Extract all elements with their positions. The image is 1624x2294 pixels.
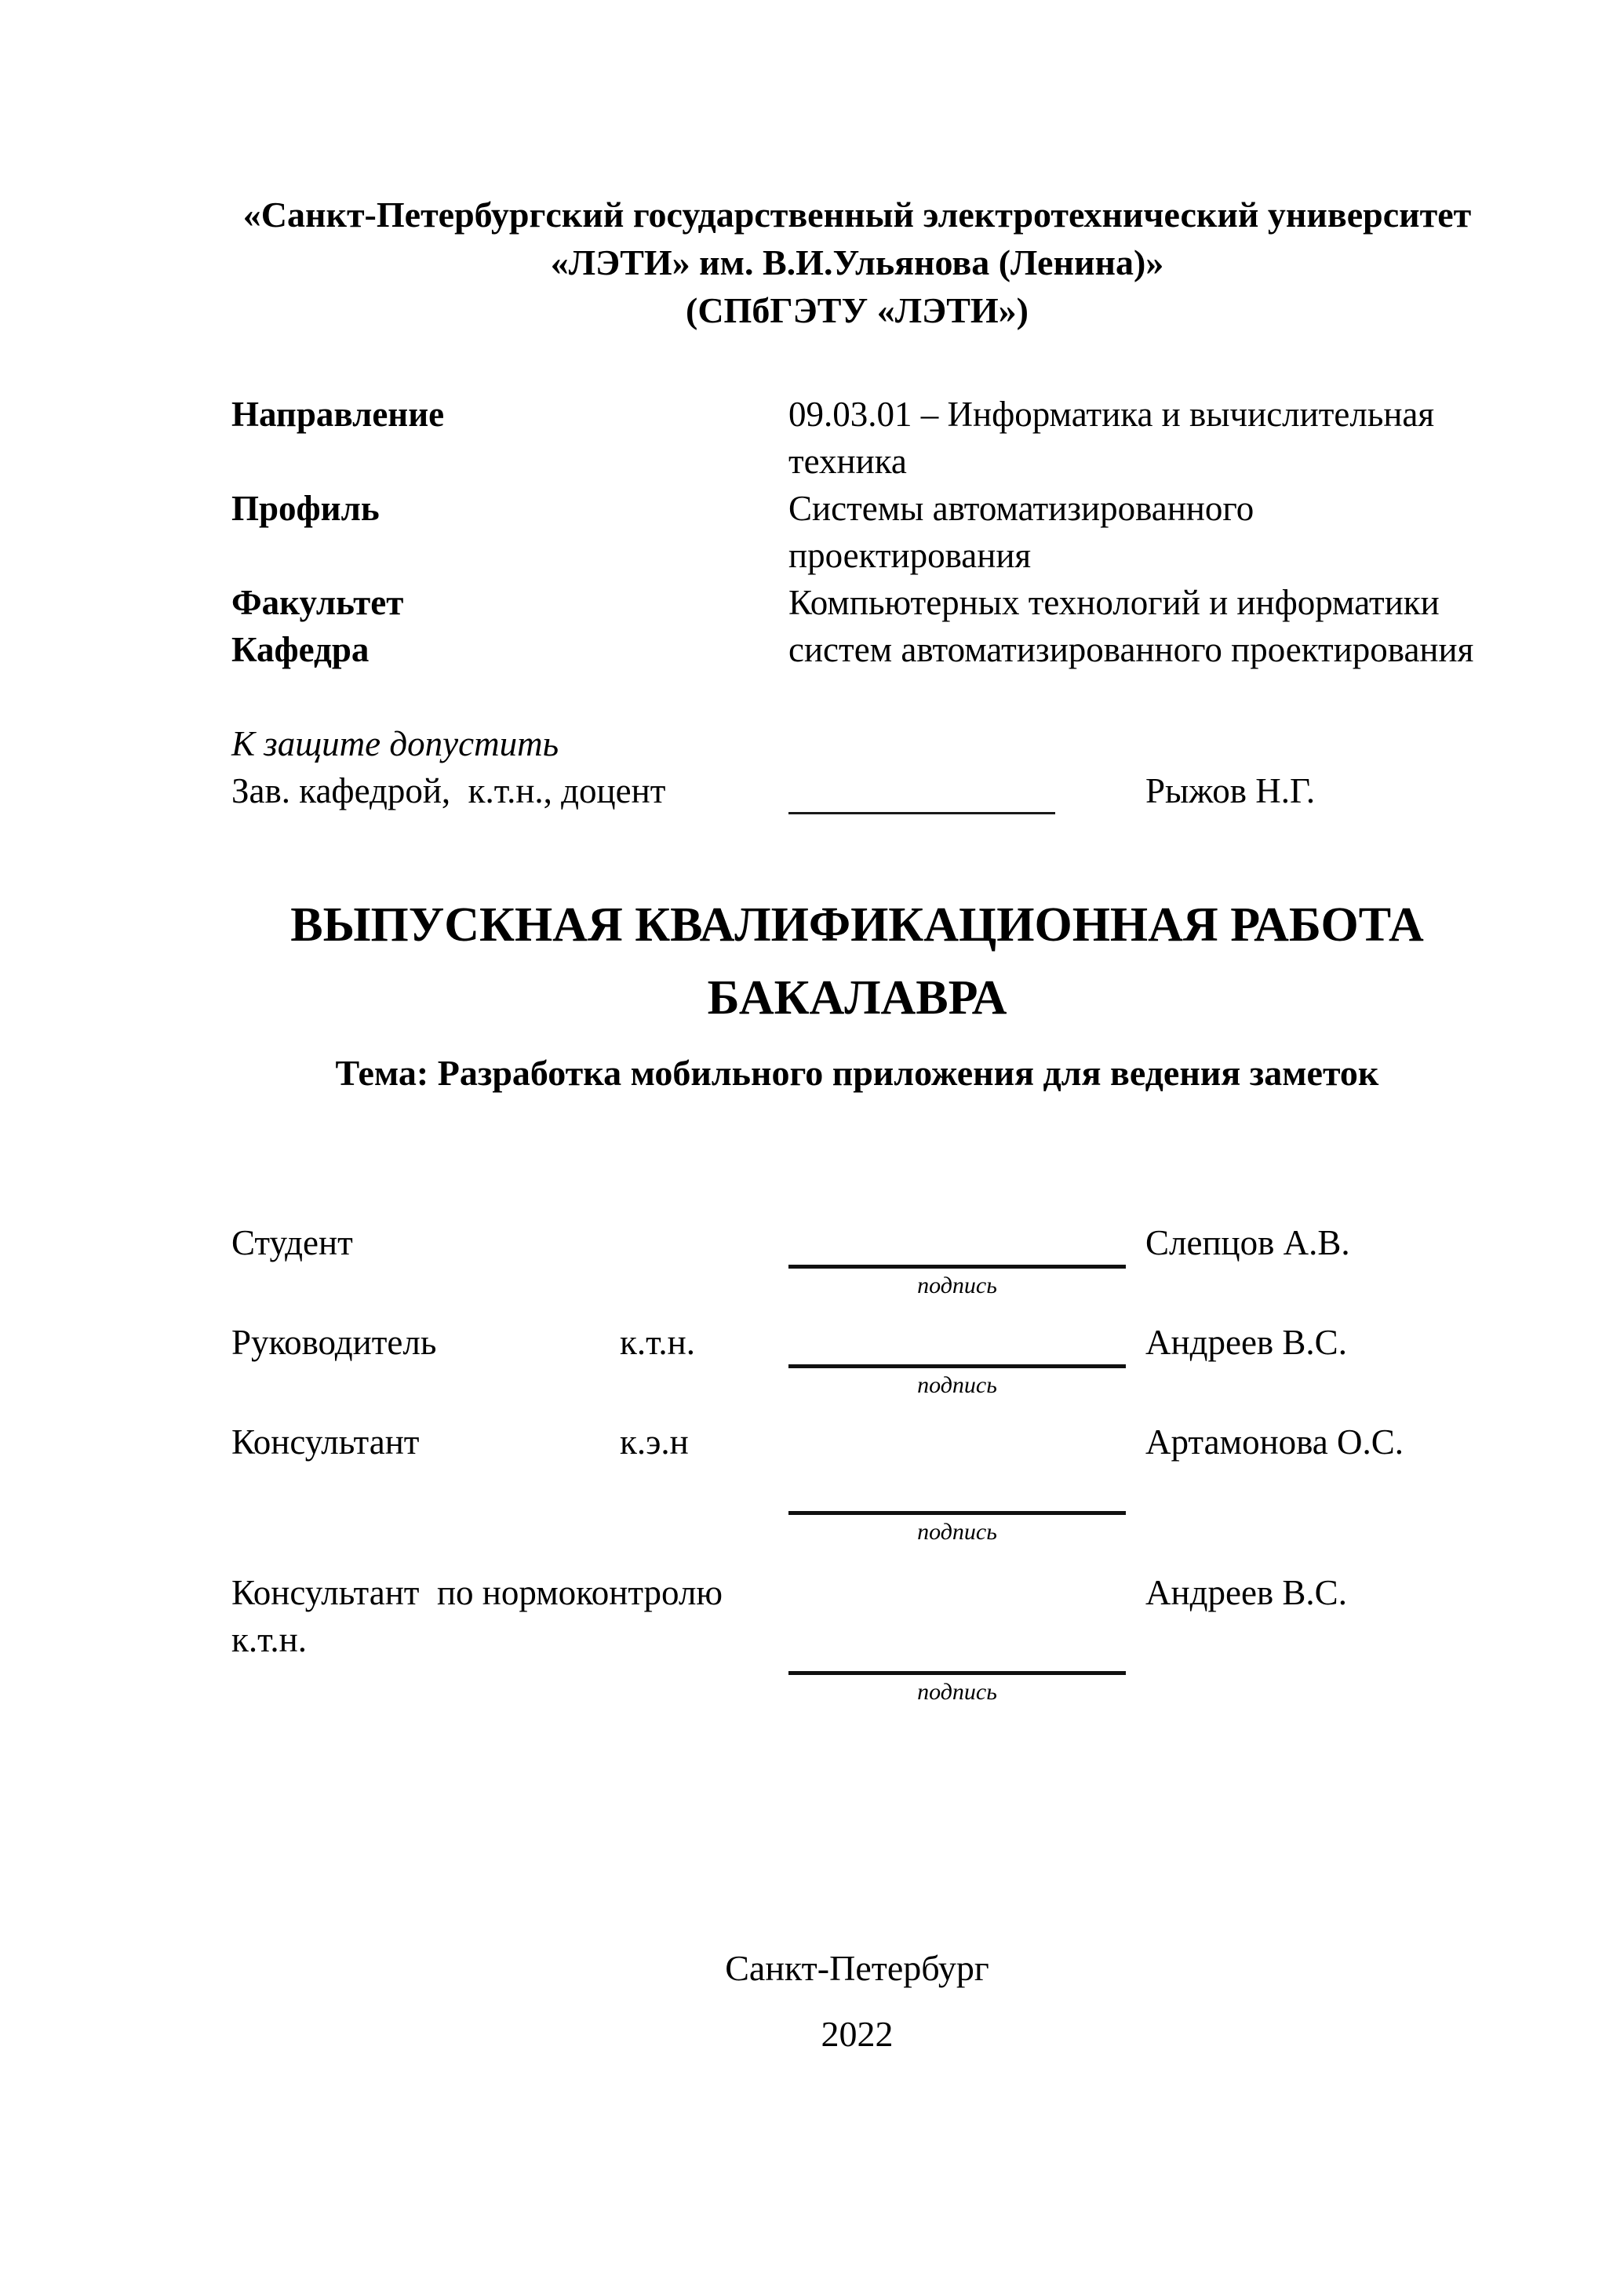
consultant-signature-line [788,1418,1126,1515]
theme-line: Тема: Разработка мобильного приложения для ведения заметок [335,1053,1379,1093]
profile-value: Системы автоматизированного проектирования [788,489,1254,575]
supervisor-signature-caption: подпись [917,1372,997,1398]
footer-city: Санкт-Петербург [725,1948,989,1988]
student-name: Слепцов А.В. [1145,1223,1350,1262]
department-head-row [231,767,1483,814]
faculty-value: Компьютерных технологий и информатики [788,583,1440,622]
signature-row-normcontrol [231,1569,1483,1710]
student-signature-cell [788,1219,1145,1303]
supervisor-role-cell [231,1319,788,1403]
student-signature-line [788,1219,1126,1269]
direction-label: Направление [231,395,445,434]
university-name-line1: «Санкт-Петербургский государственный электротехнический университет [242,195,1472,235]
normcontrol-role-label: Консультант по нормоконтролю [231,1573,723,1612]
university-name-line2: «ЛЭТИ» им. В.И.Ульянова (Ленина)» [550,242,1164,282]
normcontrol-signature-caption: подпись [917,1679,997,1705]
department-value: систем автоматизированного проектирования [788,630,1474,669]
supervisor-name: Андреев В.С. [1145,1323,1347,1362]
consultant-role-cell [231,1418,788,1549]
signature-row-student [231,1219,1483,1303]
consultant-signature-cell [788,1418,1145,1549]
supervisor-role-label: Руководитель [231,1323,437,1362]
signature-row-consultant [231,1418,1483,1549]
consultant-degree: к.э.н [620,1422,689,1462]
department-head-name: Рыжов Н.Г. [1145,771,1316,810]
work-title-line2: БАКАЛАВРА [707,971,1007,1025]
normcontrol-name: Андреев В.С. [1145,1573,1347,1612]
requisites-block [231,391,1483,673]
approval-block [231,720,1483,814]
profile-label: Профиль [231,489,380,528]
consultant-signature-caption: подпись [917,1519,997,1545]
faculty-label: Факультет [231,583,404,622]
admit-to-defense-line: К защите допустить [231,724,559,763]
signatures-section [231,1219,1483,1710]
signature-row-supervisor [231,1319,1483,1403]
supervisor-signature-line [788,1319,1126,1368]
work-title [231,889,1483,1035]
work-title-line1: ВЫПУСКНАЯ КВАЛИФИКАЦИОННАЯ РАБОТА [290,898,1424,952]
department-head-signature-line [788,774,1055,814]
footer-year: 2022 [821,2014,894,2054]
direction-value: 09.03.01 – Информатика и вычислительная техника [788,395,1435,481]
supervisor-signature-cell [788,1319,1145,1403]
department-head-label: Зав. кафедрой, к.т.н., доцент [231,771,666,810]
normcontrol-degree: к.т.н. [231,1620,307,1659]
consultant-role-label: Консультант [231,1422,420,1462]
consultant-name: Артамонова О.С. [1145,1422,1404,1462]
department-label: Кафедра [231,630,370,669]
footer-block [231,1945,1483,2058]
university-abbreviation: (СПбГЭТУ «ЛЭТИ») [686,290,1029,330]
student-role-cell [231,1219,788,1303]
normcontrol-role-cell [231,1569,788,1710]
student-signature-caption: подпись [917,1273,997,1298]
supervisor-degree: к.т.н. [620,1323,695,1362]
student-role-label: Студент [231,1223,353,1262]
normcontrol-signature-cell [788,1569,1145,1710]
university-header [231,191,1483,334]
normcontrol-signature-line [788,1569,1126,1675]
